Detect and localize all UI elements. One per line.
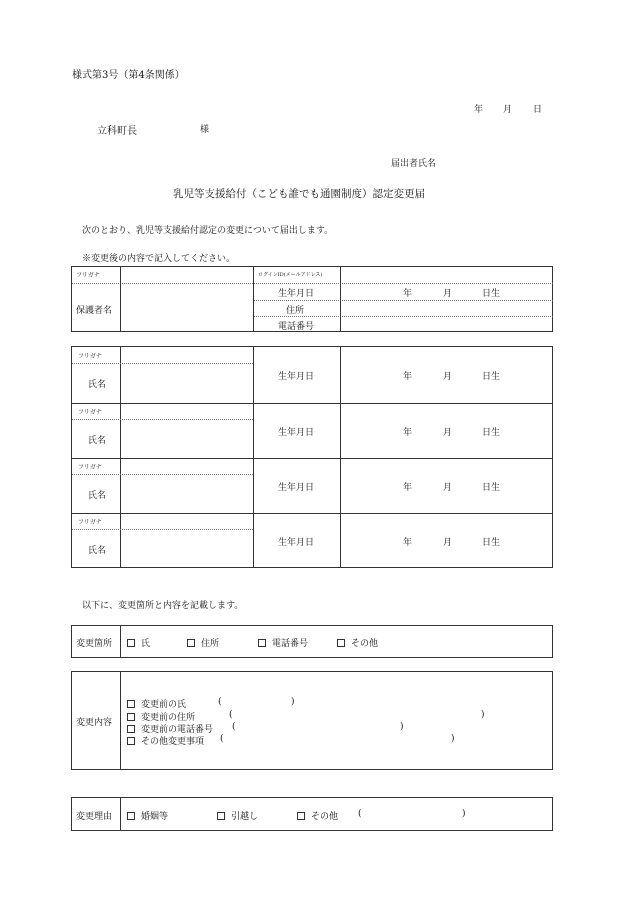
checkbox[interactable] [127,700,135,708]
child-birth-day: 日生 [482,538,501,548]
close-paren: ) [291,697,295,707]
child-birth-month: 月 [443,372,453,382]
child-birth-label: 生年月日 [278,372,315,382]
change-content-label: 変更内容 [76,718,113,728]
change-location-option-other[interactable]: その他 [337,636,378,649]
close-paren: ) [462,809,466,819]
guardian-furigana-label: フリガナ [76,272,100,279]
change-reason-label: 変更理由 [76,812,113,822]
change-reason-option-other[interactable]: その他 [297,809,338,822]
change-reason-option-marriage[interactable]: 婚姻等 [127,809,168,822]
checkbox[interactable] [297,812,305,820]
change-location-label: 変更箇所 [76,639,113,649]
close-paren: ) [400,722,404,732]
date-day: 日 [533,105,543,115]
checkbox[interactable] [127,812,135,820]
child-birth-year: 年 [403,483,413,493]
open-paren: ( [220,734,224,744]
addressee: 立科町長 [97,126,137,137]
changes-intro: 以下に、変更箇所と内容を記載します。 [82,601,244,611]
date-year: 年 [474,105,484,115]
checkbox[interactable] [127,725,135,733]
child-birth-month: 月 [443,483,453,493]
children-table [71,346,553,568]
guardian-table [71,266,553,332]
checkbox[interactable] [127,713,135,721]
child-furigana-label: フリガナ [78,409,102,416]
checkbox[interactable] [337,639,345,647]
change-content-table [71,671,553,770]
child-birth-year: 年 [403,428,413,438]
guardian-birth-month: 月 [443,289,453,299]
child-birth-month: 月 [443,428,453,438]
open-paren: ( [218,697,222,707]
guardian-name-label: 保護者名 [76,306,113,316]
honorific: 様 [200,125,210,135]
change-reason-table [71,797,553,831]
close-paren: ) [451,734,455,744]
guardian-phone-label: 電話番号 [278,322,315,332]
child-birth-day: 日生 [482,372,501,382]
checkbox[interactable] [127,639,135,647]
checkbox[interactable] [127,737,135,745]
guardian-address-label: 住所 [286,306,305,316]
open-paren: ( [229,710,233,720]
guardian-birth-year: 年 [403,289,413,299]
checkbox[interactable] [217,812,225,820]
child-name-label: 氏名 [88,380,107,390]
checkbox[interactable] [258,639,266,647]
open-paren: ( [232,722,236,732]
applicant-label: 届出者氏名 [391,159,437,169]
child-birth-year: 年 [403,538,413,548]
guardian-login-label: ログインID(メールアドレス) [258,272,323,278]
child-name-label: 氏名 [88,436,107,446]
child-birth-day: 日生 [482,483,501,493]
child-name-label: 氏名 [88,491,107,501]
child-birth-year: 年 [403,372,413,382]
form-number: 様式第3号（第4条関係） [72,70,185,81]
change-location-option-name[interactable]: 氏 [127,636,150,649]
close-paren: ) [481,710,485,720]
change-content-item-address[interactable]: 変更前の住所 [127,710,195,723]
change-location-option-phone[interactable]: 電話番号 [258,636,308,649]
guardian-birth-label: 生年月日 [278,289,315,299]
child-furigana-label: フリガナ [78,464,102,471]
change-location-table [71,625,553,658]
change-content-item-name[interactable]: 変更前の氏 [127,697,186,710]
child-birth-day: 日生 [482,428,501,438]
child-birth-label: 生年月日 [278,538,315,548]
intro-text: 次のとおり、乳児等支援給付認定の変更について届出します。 [82,226,334,236]
change-content-item-other[interactable]: その他変更事項 [127,734,204,747]
child-furigana-label: フリガナ [78,519,102,526]
change-content-item-phone[interactable]: 変更前の電話番号 [127,722,213,735]
open-paren: ( [358,809,362,819]
child-birth-label: 生年月日 [278,428,315,438]
child-name-label: 氏名 [88,546,107,556]
change-location-option-address[interactable]: 住所 [187,636,219,649]
child-birth-month: 月 [443,538,453,548]
change-reason-option-moving[interactable]: 引越し [217,809,258,822]
guardian-birth-day: 日生 [482,289,501,299]
child-furigana-label: フリガナ [78,353,102,360]
page-title: 乳児等支援給付（こども誰でも通園制度）認定変更届 [173,188,425,200]
checkbox[interactable] [187,639,195,647]
note-text: ※変更後の内容で記入してください。 [82,254,236,264]
date-month: 月 [503,105,513,115]
child-birth-label: 生年月日 [278,483,315,493]
